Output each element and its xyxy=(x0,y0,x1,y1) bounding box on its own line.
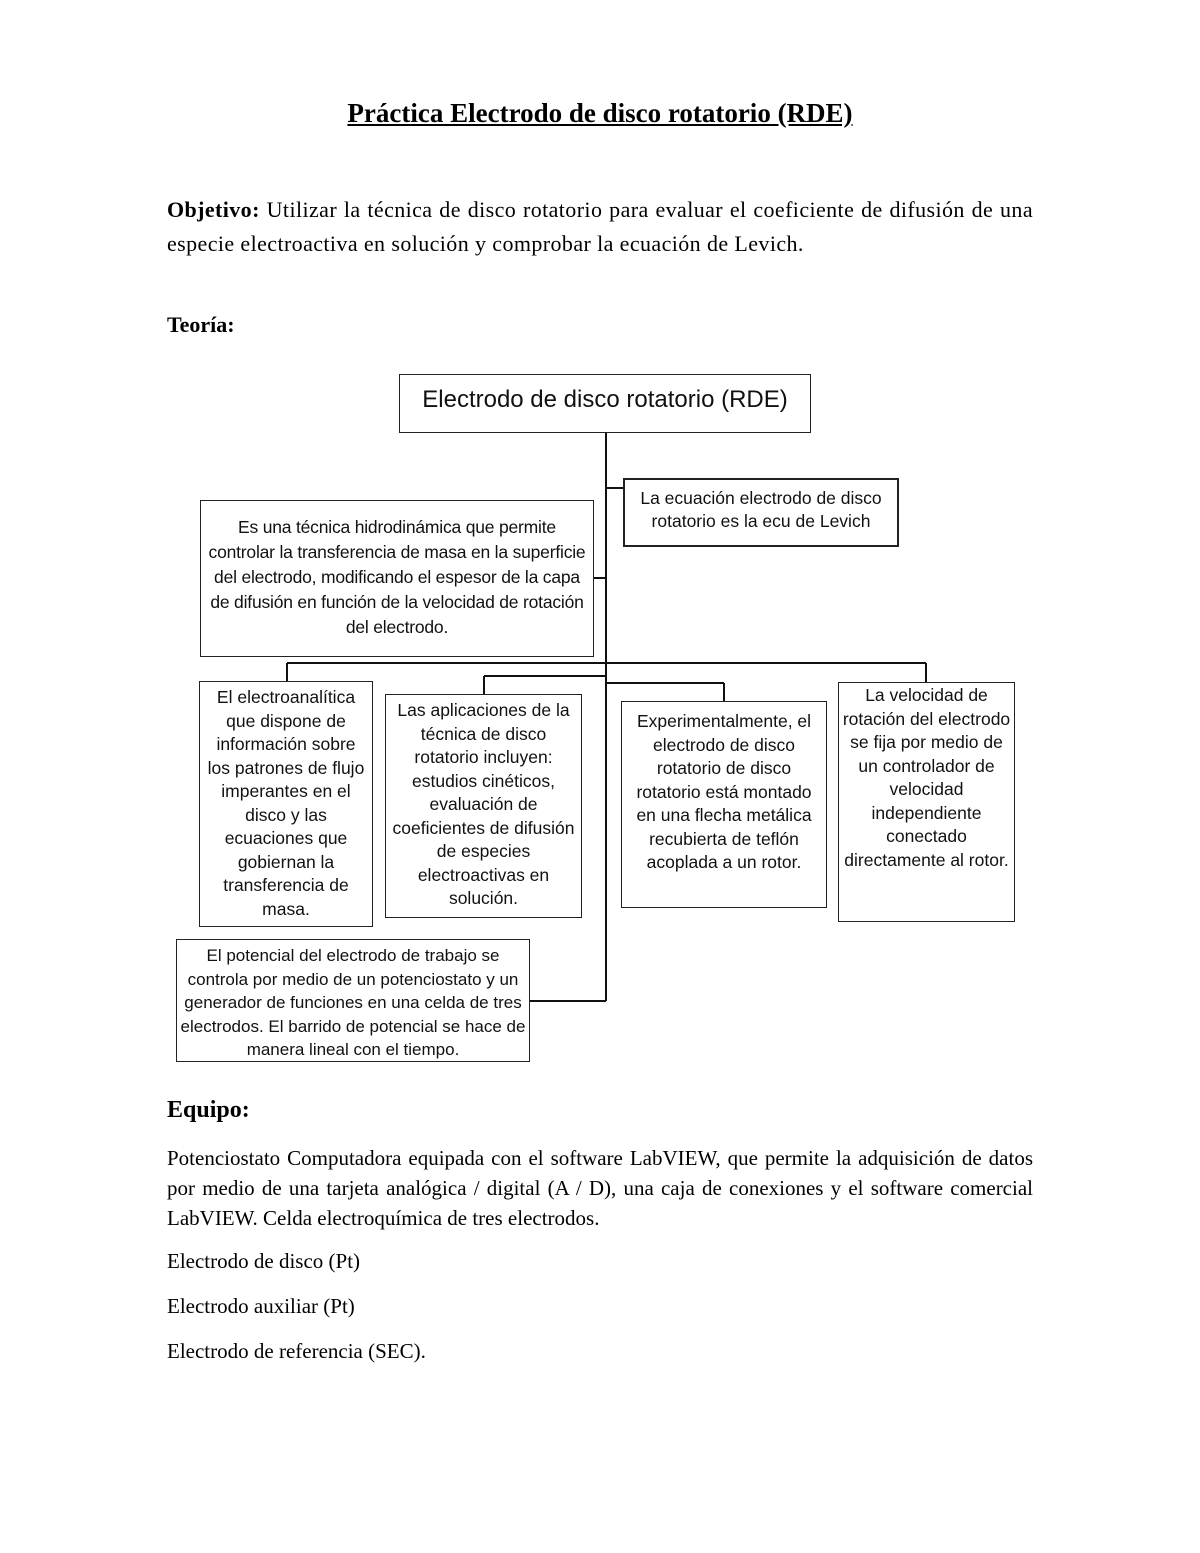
theory-heading: Teoría: xyxy=(167,312,235,337)
diagram-electroanalytic-box: El electroanalítica que dispone de información sobre los patrones de flujo imperantes en el disco y las ecuaciones que gobiernan la transferencia de masa. xyxy=(199,681,373,927)
diagram-technique-box: Es una técnica hidrodinámica que permite controlar la transferencia de masa en la superficie del electrodo, modificando el espesor de la capa de difusión en función de la velocidad de rotación del electrodo. xyxy=(200,500,594,657)
document-title: Práctica Electrodo de disco rotatorio (RDE) xyxy=(347,98,853,128)
diagram-potential-box: El potencial del electrodo de trabajo se controla por medio de un potenciostato y un generador de funciones en una celda de tres electrodos. El barrido de potencial se hace de manera lineal con el tiempo. xyxy=(176,939,530,1062)
objective-label: Objetivo: xyxy=(167,197,260,222)
equipment-heading: Equipo: xyxy=(167,1097,250,1123)
diagram-applications-box: Las aplicaciones de la técnica de disco rotatorio incluyen: estudios cinéticos, evaluación de coeficientes de difusión de especies electroactivas en solución. xyxy=(385,694,582,918)
equipment-paragraph: Potenciostato Computadora equipada con el software LabVIEW, que permite la adquisición de datos por medio de una tarjeta analógica / digital (A / D), una caja de conexiones y el software comercial LabVIEW. Celda electroquímica de tres electrodos. xyxy=(167,1146,1033,1230)
diagram-root-box: Electrodo de disco rotatorio (RDE) xyxy=(399,374,811,433)
equipment-item: Electrodo auxiliar (Pt) xyxy=(167,1294,355,1318)
diagram-experimental-box: Experimentalmente, el electrodo de disco rotatorio de disco rotatorio está montado en una flecha metálica recubierta de teflón acoplada a un rotor. xyxy=(621,701,827,908)
diagram-levich-box: La ecuación electrodo de disco rotatorio es la ecu de Levich xyxy=(623,478,899,547)
objective-text: Utilizar la técnica de disco rotatorio para evaluar el coeficiente de difusión de una especie electroactiva en solución y comprobar la ecuación de Levich. xyxy=(167,197,1033,256)
equipment-item: Electrodo de disco (Pt) xyxy=(167,1249,361,1273)
equipment-item: Electrodo de referencia (SEC). xyxy=(167,1339,426,1363)
diagram-speed-box: La velocidad de rotación del electrodo se fija por medio de un controlador de velocidad independiente conectado directamente al rotor. xyxy=(838,682,1015,922)
